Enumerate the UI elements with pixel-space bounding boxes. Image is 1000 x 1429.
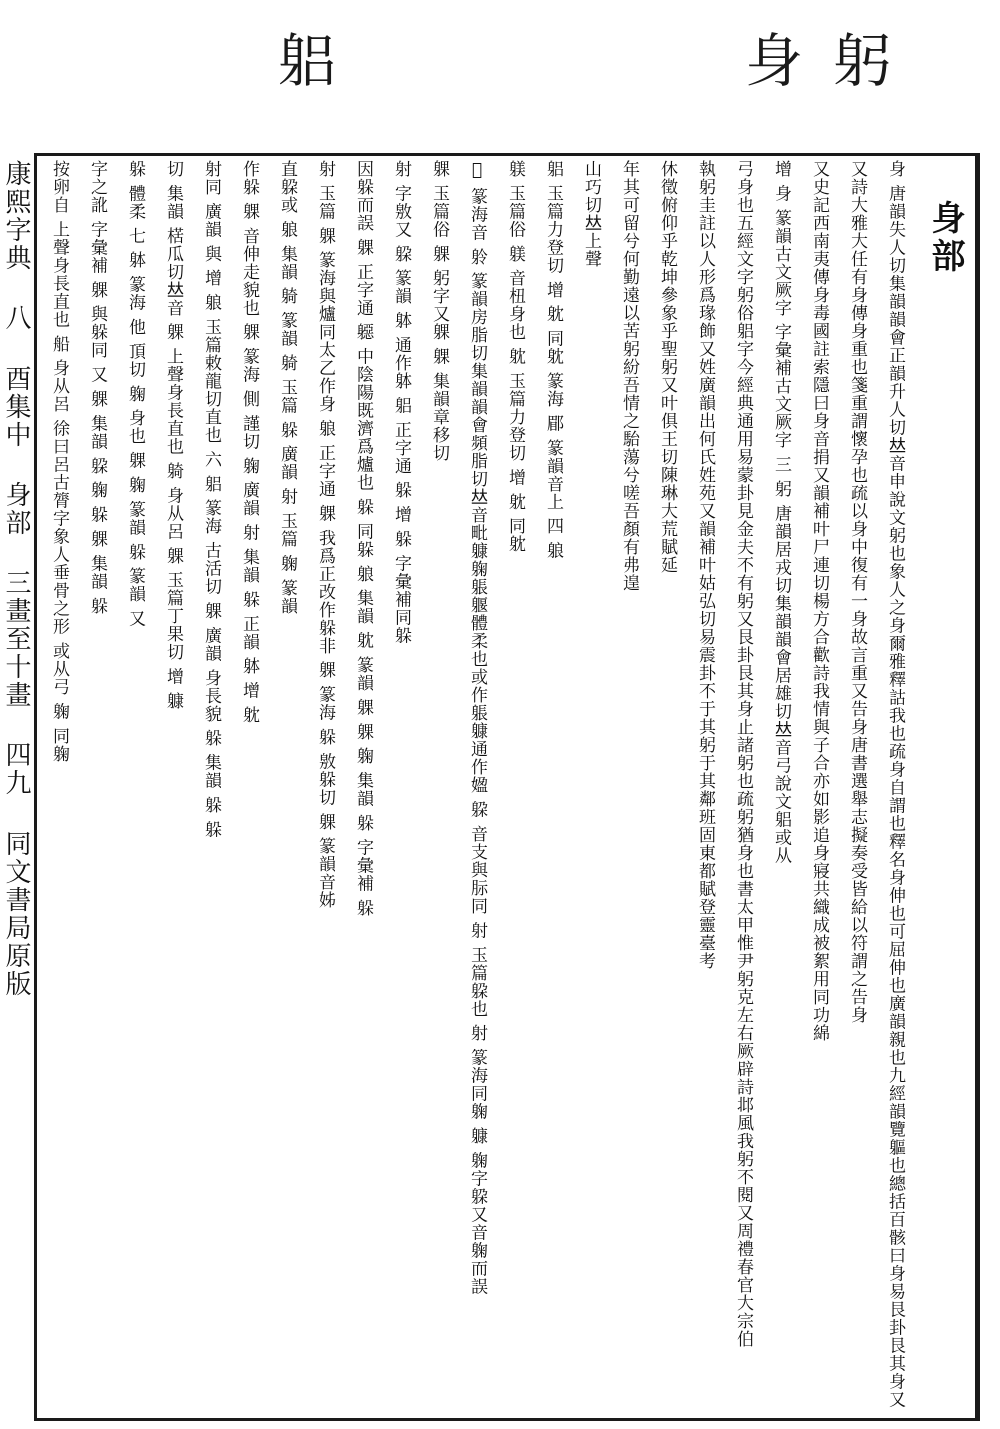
text-column: 增 身 篆韻古文厥字 字彙補古文厥字 三 躬 唐韻居戎切集韻韻會居雄切𠀤音弓說文躳或从 bbox=[771, 160, 791, 865]
text-column: 躾 玉篇俗 躾 音杻身也 躭 玉篇力登切 增 躭 同躭 bbox=[505, 160, 525, 554]
radical-label: 身部 bbox=[1, 480, 31, 537]
text-column: 因躲而誤 躶 正字通 𨉼 中陰陽既濟爲爐也 躲 同躲 躴 集韻 躭 篆韻 躶 躶 躹 集韻 躲 字彙補 躲 bbox=[353, 160, 373, 917]
seal-script-right: 身 躬 bbox=[745, 27, 898, 95]
text-column: 身 唐韻失人切集韻韻會正韻升人切𠀤音申說文躬也象人之身爾雅釋詁我也疏身自謂也釋名身伸也可屈伸也廣韻親也九經韻覽軀也總括百骸曰身易艮卦艮其身又 bbox=[885, 160, 905, 1409]
seal-script-left: 躳 bbox=[278, 27, 343, 95]
text-column: 休徵俯仰乎乾坤參象乎聖躬又叶俱王切陳琳大荒賦延 bbox=[657, 160, 677, 574]
text-column: 射同 廣韻 與 增 躴 玉篇敕龍切直也 六 躳 篆海 古活切 躶 廣韻 身長貌 躲 集韻 躲 躲 bbox=[201, 160, 221, 839]
text-column: 又史記西南夷傳身毒國註索隱曰身音捐又韻補叶尸連切楊方合歡詩我情與子合亦如影追身寢共織成被絮用同功綿 bbox=[809, 160, 829, 1042]
text-column: 執躬圭註以人形爲瑑飾又姓廣韻出何氏姓苑又韻補叶姑弘切易震卦不于其躬于其鄰班固東都賦登靈臺考 bbox=[695, 160, 715, 970]
text-column: 切 集韻 楛瓜切𠀤音 躶 上聲身長直也 躸 身从呂 躶 玉篇丁果切 增 躿 bbox=[163, 160, 183, 711]
section-title: 身部 bbox=[925, 200, 965, 276]
text-column: 躲 體柔 七 躰 篆海 他 頂切 躹 身也 躶 躹 篆韻 躲 篆韻 又 bbox=[125, 160, 145, 628]
text-column: 躶 玉篇俗 躶 躬字又躶 躶 集韻章移切 bbox=[429, 160, 449, 463]
text-column: 又詩大雅大任有身傳身重也箋重謂懷孕也疏以身中復有一身故言重又告身唐書選舉志擬奏受皆給以符謂之告身 bbox=[847, 160, 867, 1024]
page-number: 四九 bbox=[1, 741, 31, 798]
text-column: 山巧切𠀤上聲 bbox=[581, 160, 601, 268]
text-column: 直躱或 躴 集韻 躸 篆韻 躸 玉篇 躲 廣韻 射 玉篇 躹 篆韻 bbox=[277, 160, 297, 615]
text-column: 字之訛 字彙補 躶 與躲同 又 躶 集韻 躱 躹 躲 躶 集韻 躲 bbox=[87, 160, 107, 615]
margin-header bbox=[0, 160, 32, 1420]
text-column: 射 字敫又 躱 篆韻 躰 通作躰 躳 正字通 躲 增 躲 字彙補同躲 bbox=[391, 160, 411, 645]
text-column: 年其可留兮何勤遠以苦躬紛吾情之駘蕩兮嗟吾顏有弗遑 bbox=[619, 160, 639, 592]
text-column: 作躲 躶 音伸走貌也 躶 篆海 側 謹切 躹 廣韻 射 集韻 躲 正韻 躰 增 躭 bbox=[239, 160, 259, 725]
text-columns bbox=[40, 160, 975, 1415]
collection-label: 酉集中 bbox=[1, 364, 31, 449]
text-column: 𨈏 篆海音 䠲 篆韻房脂切集韻韻會頻脂切𠀤音毗躿躹躼躽體柔也或作躼躿通作𡟚 躱 音支與䏡同 射 玉篇躱也 射 篆海同躹 躿 躹字躱又音躹而誤 bbox=[467, 160, 487, 1296]
publisher-label: 同文書局原版 bbox=[1, 829, 31, 998]
volume-number: 八 bbox=[1, 304, 31, 333]
text-column: 弓身也五經文字躬俗躳字今經典通用易蒙卦見金夫不有躬又艮卦艮其身止諸躬也疏躬猶身也書太甲惟尹躬克左右厥辟詩邶風我躬不閱又周禮春官大宗伯 bbox=[733, 160, 753, 1348]
text-column: 按卵自 上聲身長直也 船 身从呂 徐曰呂古膂字象人垂骨之形 或从弓 躹 同躹 bbox=[49, 160, 69, 763]
stroke-range: 三畫至十畫 bbox=[1, 569, 31, 710]
book-title: 康熙字典 bbox=[1, 160, 31, 272]
text-column: 躳 玉篇力登切 增 躭 同躭 篆海 郿 篆韻音上 四 躴 bbox=[543, 160, 563, 560]
text-column: 射 玉篇 躶 篆海與爐同太乙作身 躴 正字通 躶 我爲正改作躲非 躶 篆海 躲 敫躲切 躶 篆韻音姊 bbox=[315, 160, 335, 910]
